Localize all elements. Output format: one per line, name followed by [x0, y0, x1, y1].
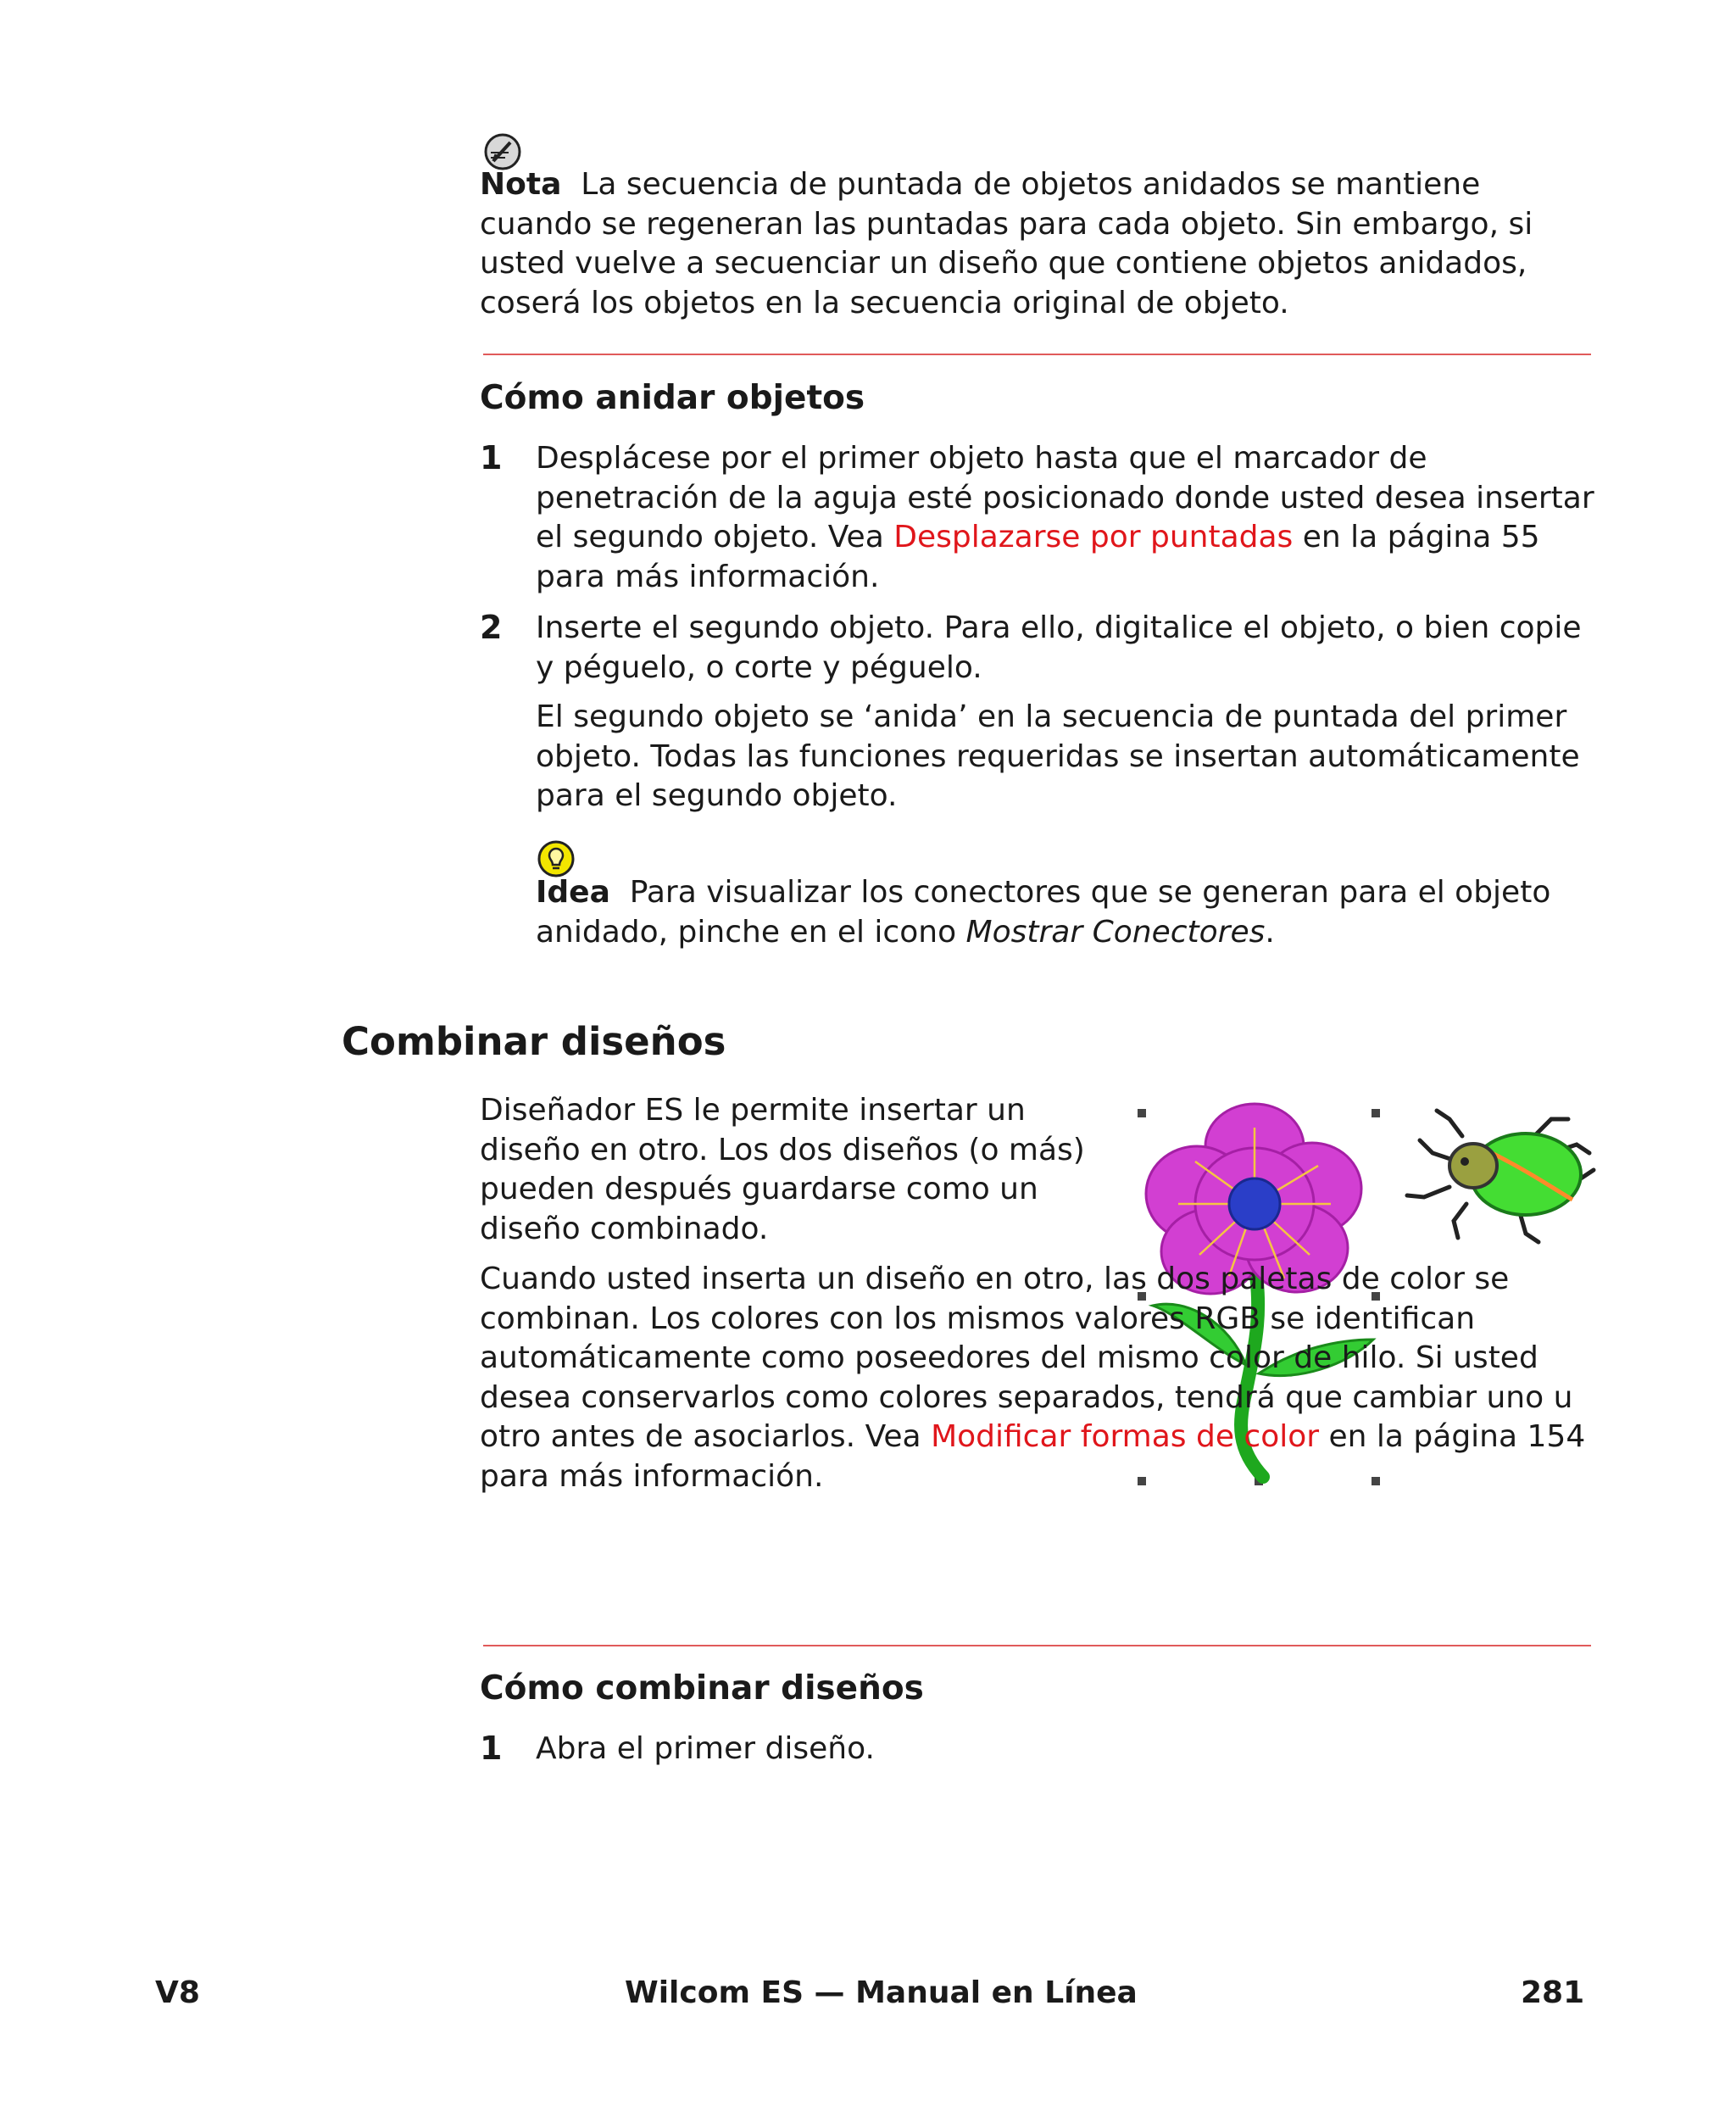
step-text: Inserte el segundo objeto. Para ello, digitalice el objeto, o bien copie y péguelo, o corte y péguelo. [536, 610, 1582, 685]
footer-page-number: 281 [1521, 1975, 1585, 2010]
idea-paragraph [536, 873, 1600, 952]
mostrar-conectores-ref: Mostrar Conectores [965, 914, 1266, 950]
step-text-part: Desplácese por el primer objeto hasta que el marcador de penetración de la aguja esté posicionado donde usted desea insertar el segundo objeto. Vea [536, 441, 1594, 554]
idea-text: Para visualizar los conectores que se generan para el objeto anidado, pinche en el icono [536, 875, 1551, 950]
step-text: Abra el primer diseño. [536, 1731, 875, 1766]
footer-title: Wilcom ES — Manual en Línea [625, 1975, 1138, 2010]
combinar-color-paragraph [480, 1260, 1599, 1496]
footer-version: V8 [155, 1975, 200, 2010]
section-heading-combinar: Combinar diseños [342, 1019, 726, 1064]
note-paragraph [480, 165, 1599, 323]
section-divider [483, 1645, 1591, 1646]
idea-text-end: . [1265, 914, 1275, 950]
idea-icon [537, 840, 575, 877]
idea-label: Idea [536, 875, 610, 910]
section-heading-anidar: Cómo anidar objetos [480, 379, 865, 417]
step-number: 1 [480, 439, 503, 476]
link-desplazarse-por-puntadas[interactable]: Desplazarse por puntadas [893, 520, 1294, 554]
section-divider [483, 354, 1591, 355]
step-text [536, 439, 1600, 597]
note-label: Nota [480, 167, 562, 202]
note-text: La secuencia de puntada de objetos anidados se mantiene cuando se regeneran las puntadas para cada objeto. Sin embargo, si usted vuelve a secuenciar un diseño que contiene objetos anidados, coserá los objetos en la secuencia original de objeto. [480, 167, 1533, 320]
link-modificar-formas-de-color[interactable]: Modificar formas de color [931, 1419, 1320, 1454]
step-number: 1 [480, 1730, 503, 1767]
section-heading-como-combinar: Cómo combinar diseños [480, 1669, 924, 1708]
paragraph-text: Cuando usted inserta un diseño en otro, las dos paletas de color se combinan. Los colores con los mismos valores RGB se identifican automáticamente como poseedores del mismo color de hilo. Si usted desea conservarlos como colores separados, tendrá que cambiar uno u otro antes de asociarlos. Vea [480, 1262, 1573, 1454]
lightbulb-icon [537, 840, 575, 877]
combinar-intro-paragraph: Diseñador ES le permite insertar un diseño en otro. Los dos diseños (o más) pueden después guardarse como un diseño combinado. [480, 1093, 1085, 1246]
step-text-part: en la página 55 para más información. [536, 520, 1540, 594]
step-followup-text: El segundo objeto se ‘anida’ en la secuencia de puntada del primer objeto. Todas las funciones requeridas se insertan automáticamente para el segundo objeto. [536, 699, 1580, 813]
step-number: 2 [480, 609, 503, 646]
paragraph-text-end: en la página 154 para más información. [480, 1419, 1586, 1494]
